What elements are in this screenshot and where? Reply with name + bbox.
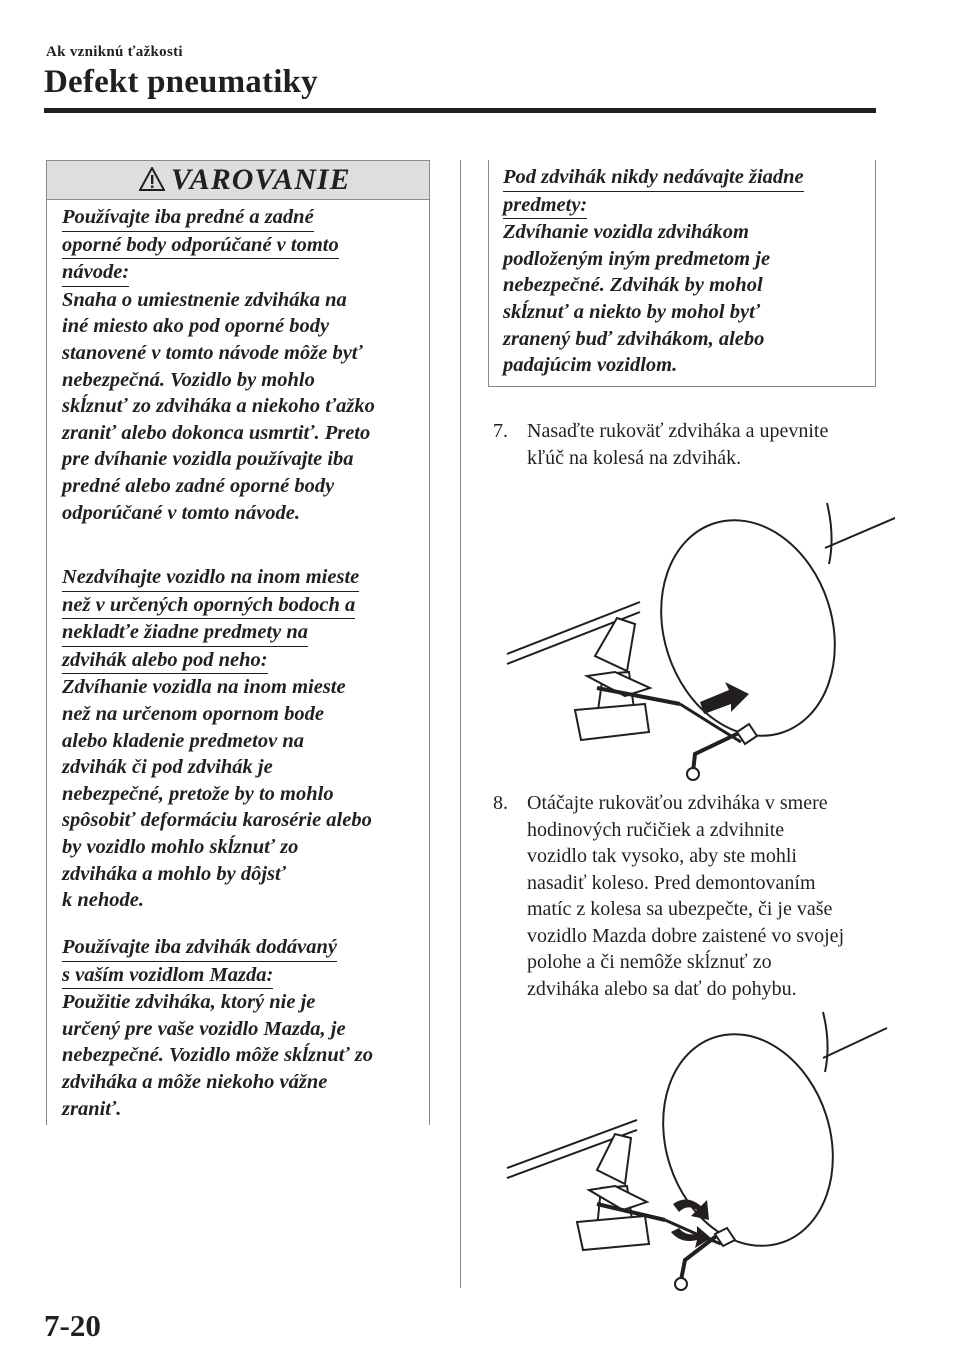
warning-box: [46, 160, 430, 1125]
warning-title: VAROVANIE: [171, 163, 351, 196]
jack-raise-illustration: [505, 1008, 895, 1298]
column-divider: [460, 160, 461, 1288]
step-text: [527, 418, 907, 471]
continued-warning-block: [503, 164, 873, 379]
warning-body-line: alebo kladenie predmetov na: [62, 729, 304, 752]
warning-body-line: zranený buď zdvihákom, alebo: [503, 327, 765, 350]
warning-body-line: nebezpečné. Vozidlo môže skĺznuť zo: [62, 1044, 374, 1067]
step-line: hodinových ručičiek a zdvihnite: [527, 818, 785, 841]
warning-heading-line: predmety:: [503, 192, 587, 220]
warning-block-3: [62, 934, 422, 1122]
warning-heading-line: zdvihák alebo pod neho:: [62, 647, 268, 675]
heading-rule: [44, 108, 876, 113]
warning-body-line: padajúcim vozidlom.: [503, 354, 678, 377]
warning-heading-line: Používajte iba predné a zadné: [62, 204, 314, 232]
warning-heading-line: Nezdvíhajte vozidlo na inom mieste: [62, 564, 359, 592]
section-label: Ak vzniknú ťažkosti: [46, 44, 183, 60]
warning-body-line: by vozidlo mohlo skĺznuť zo: [62, 835, 299, 858]
step-line: polohe a či nemôže skĺznuť zo: [527, 951, 772, 973]
warning-heading-line: s vaším vozidlom Mazda:: [62, 962, 273, 990]
warning-body-line: skĺznuť zo zdviháka a niekoho ťažko: [62, 395, 375, 418]
box-border-right: [429, 200, 430, 1125]
jack-handle-illustration: [505, 496, 895, 786]
step-8: [493, 790, 903, 1005]
warning-body-line: Zdvíhanie vozidla zdvihákom: [503, 221, 749, 244]
step-line: matíc z kolesa sa ubezpečte, či je vaše: [527, 898, 833, 920]
continued-warning-box: [488, 160, 876, 387]
warning-body-line: podloženým iným predmetom je: [503, 247, 771, 270]
step-line: zdviháka alebo sa dať do pohybu.: [527, 977, 797, 1000]
step-text: [527, 790, 907, 1002]
step-line: kľúč na kolesá na zdvihák.: [527, 446, 742, 469]
warning-body-line: Snaha o umiestnenie zdviháka na: [62, 288, 347, 311]
warning-body-line: zdviháka a mohlo by dôjsť: [62, 862, 286, 885]
step-number: 7.: [493, 420, 508, 442]
warning-body-line: Použitie zdviháka, ktorý nie je: [62, 991, 316, 1014]
warning-body-line: k nehode.: [62, 889, 144, 912]
warning-body-line: zraniť.: [62, 1097, 122, 1120]
step-line: Nasaďte rukoväť zdviháka a upevnite: [527, 420, 829, 442]
warning-body-line: než na určenom opornom bode: [62, 702, 324, 725]
warning-body-line: určený pre vaše vozidlo Mazda, je: [62, 1017, 346, 1040]
warning-body-line: zdvihák či pod zdvihák je: [62, 756, 273, 779]
warning-body-line: predné alebo zadné oporné body: [62, 474, 335, 497]
step-line: nasadiť koleso. Pred demontovaním: [527, 871, 816, 894]
step-line: Otáčajte rukoväťou zdviháka v smere: [527, 792, 828, 814]
step-line: vozidlo tak vysoko, aby ste mohli: [527, 845, 797, 867]
box-border-left: [46, 200, 47, 1125]
warning-body-line: iné miesto ako pod oporné body: [62, 315, 330, 338]
step-number: 8.: [493, 792, 508, 814]
warning-heading-line: Používajte iba zdvihák dodávaný: [62, 934, 337, 962]
warning-body-line: skĺznuť a niekto by mohol byť: [503, 300, 760, 323]
warning-body-line: spôsobiť deformáciu karosérie alebo: [62, 809, 372, 832]
warning-body-line: Zdvíhanie vozidla na inom mieste: [62, 676, 346, 699]
warning-triangle-icon: [139, 167, 165, 191]
warning-block-2: [62, 564, 422, 914]
warning-heading-line: než v určených oporných bodoch a: [62, 592, 355, 620]
warning-body-line: odporúčané v tomto návode.: [62, 501, 301, 524]
warning-heading-line: nekladťe žiadne predmety na: [62, 619, 308, 647]
warning-heading-line: Pod zdvihák nikdy nedávajte žiadne: [503, 164, 804, 192]
step-7: [493, 418, 893, 478]
warning-body-line: nebezpečné, pretože by to mohlo: [62, 782, 334, 805]
page-title: Defekt pneumatiky: [44, 64, 318, 100]
warning-body-line: pre dvíhanie vozidla používajte iba: [62, 448, 354, 471]
warning-body-line: zraniť alebo dokonca usmrtiť. Preto: [62, 421, 371, 444]
page-number: 7-20: [44, 1308, 101, 1343]
warning-body-line: nebezpečná. Vozidlo by mohlo: [62, 368, 315, 391]
warning-block-1: [62, 204, 422, 526]
warning-body-line: nebezpečné. Zdvihák by mohol: [503, 274, 763, 297]
warning-body-line: stanovené v tomto návode môže byť: [62, 341, 363, 364]
warning-body-line: zdviháka a môže niekoho vážne: [62, 1070, 328, 1093]
warning-heading-line: oporné body odporúčané v tomto: [62, 232, 339, 260]
warning-header: [46, 160, 430, 200]
warning-heading-line: návode:: [62, 259, 129, 287]
step-line: vozidlo Mazda dobre zaistené vo svojej: [527, 924, 845, 947]
